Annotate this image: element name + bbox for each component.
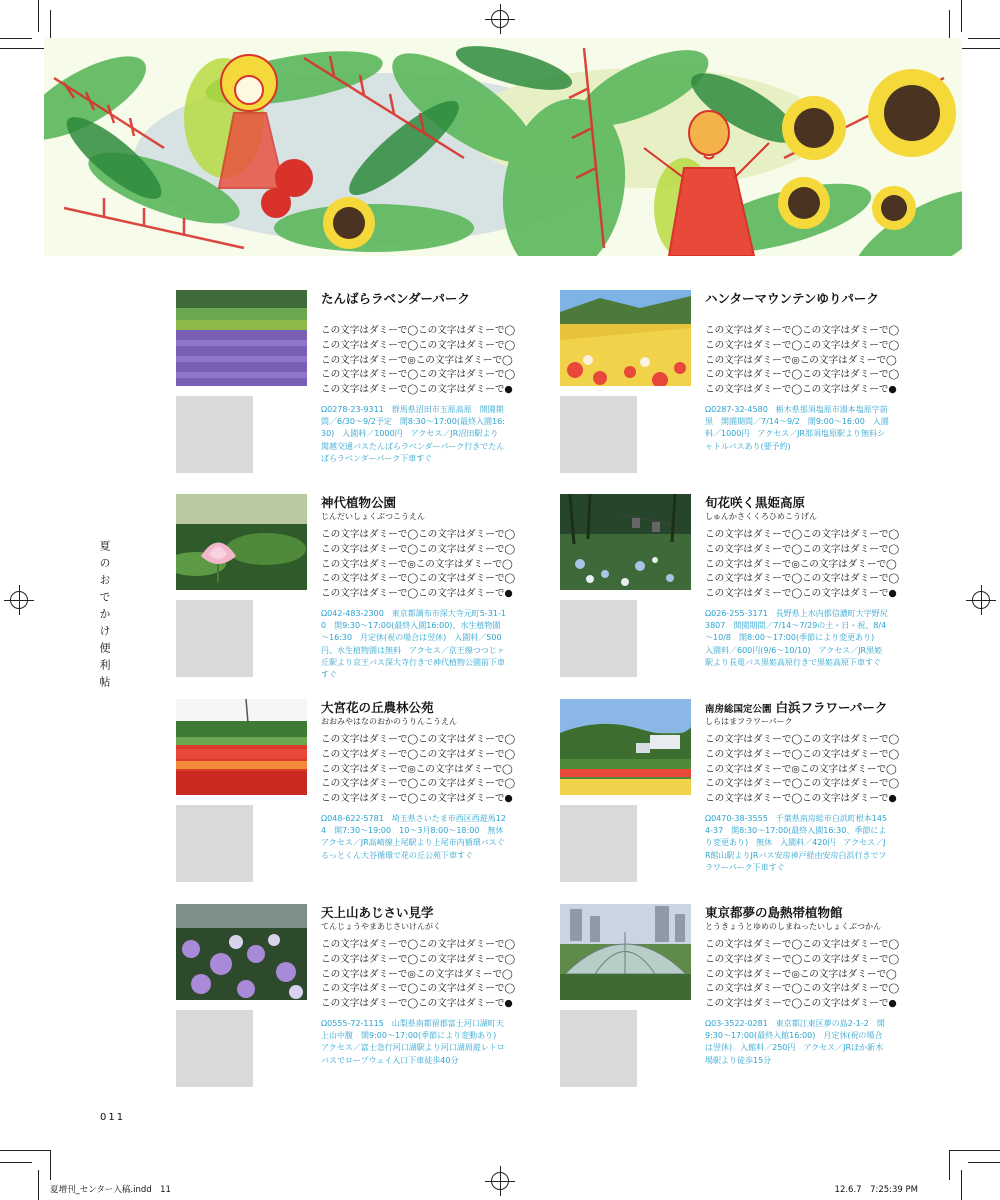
page-number: 011 (100, 1112, 126, 1123)
spot-photo (176, 494, 307, 590)
spot-info: Ω042-483-2300 東京都調布市深大寺元町5-31-10 開9:30～17:00(最終入園16:00)、水生植物園～16:30 月定休(祝の場合は翌休) 入園料／500円、水生植物園は無料 アクセス／京王線つつじヶ丘駅より京王バス深大寺行きで神代植物公園前下車すぐ (321, 609, 506, 680)
dummy-line: この文字はダミーで◯この文字はダミーで◯ (321, 778, 516, 790)
crop-mark (961, 1170, 962, 1200)
spot-photo (560, 904, 691, 1000)
crop-mark (0, 38, 32, 39)
banner-artwork (44, 38, 962, 256)
dummy-line: この文字はダミーで◯この文字はダミーで● (321, 588, 513, 600)
spot-title: 神代植物公園 (321, 495, 397, 510)
registration-mark-top (485, 4, 515, 34)
dummy-line: この文字はダミーで◎この文字はダミーで◯ (705, 763, 897, 775)
crop-mark (38, 0, 39, 32)
image-placeholder (560, 805, 637, 882)
image-placeholder (176, 396, 253, 473)
spot-entry-tambara (176, 290, 516, 485)
dummy-line: この文字はダミーで◯この文字はダミーで◯ (321, 543, 516, 555)
spot-entry-shirahama (560, 699, 900, 894)
dummy-line: この文字はダミーで◯この文字はダミーで● (321, 384, 513, 396)
spot-reading: じんだいしょくぶつこうえん (321, 512, 425, 521)
dummy-line: この文字はダミーで◯この文字はダミーで◯ (705, 543, 900, 555)
spot-reading: てんじょうやまあじさいけんがく (321, 922, 441, 931)
spot-photo (176, 699, 307, 795)
dummy-line: この文字はダミーで◯この文字はダミーで● (705, 588, 897, 600)
dummy-text-block (705, 733, 899, 807)
dummy-text-block (705, 938, 899, 1012)
crop-mark (50, 1150, 51, 1180)
crop-mark (38, 1170, 39, 1200)
image-placeholder (560, 396, 637, 473)
dummy-text-block (321, 324, 515, 398)
spot-title: 旬花咲く黒姫高原 (705, 495, 806, 510)
image-placeholder (560, 600, 637, 677)
dummy-line: この文字はダミーで◯この文字はダミーで◯ (705, 734, 900, 745)
dummy-line: この文字はダミーで◯この文字はダミーで● (321, 998, 513, 1010)
dummy-line: この文字はダミーで◯この文字はダミーで◯ (321, 529, 516, 540)
crop-mark (0, 1150, 50, 1151)
spot-entry-tenjoyama (176, 904, 516, 1099)
dummy-line: この文字はダミーで◯この文字はダミーで◯ (321, 748, 516, 760)
spot-reading: しらはまフラワーパーク (705, 717, 793, 726)
spot-title: たんばらラベンダーパーク (321, 291, 470, 306)
dummy-line: この文字はダミーで◯この文字はダミーで◯ (321, 325, 516, 336)
dummy-line: この文字はダミーで◯この文字はダミーで◯ (705, 573, 900, 585)
dummy-line: この文字はダミーで◯この文字はダミーで◯ (705, 339, 900, 351)
spot-info: Ω0470-38-3555 千葉県南房総市白浜町根本1454-37 開8:30～17:00(最終入園16:30、季節により変更あり) 無休 入園料／420円 アクセス／JR館山駅よりJRバス安房神戸経由安房白浜行きでフラワーパーク下車すぐ (705, 814, 888, 872)
crop-mark (950, 1150, 1000, 1151)
dummy-line: この文字はダミーで◯この文字はダミーで◯ (705, 529, 900, 540)
dummy-line: この文字はダミーで◯この文字はダミーで◯ (705, 939, 900, 950)
dummy-line: この文字はダミーで◯この文字はダミーで◯ (321, 339, 516, 351)
spot-title (705, 698, 887, 716)
spot-reading: しゅんかさくくろひめこうげん (705, 512, 817, 521)
spot-entry-hunter-mountain (560, 290, 900, 485)
dummy-line: この文字はダミーで◎この文字はダミーで◯ (321, 763, 513, 775)
dummy-line: この文字はダミーで◯この文字はダミーで◯ (321, 939, 516, 950)
print-timestamp: 12.6.7 7:25:39 PM (834, 1185, 918, 1195)
dummy-line: この文字はダミーで◯この文字はダミーで◯ (321, 983, 516, 995)
crop-mark (961, 0, 962, 32)
registration-mark-bottom (485, 1166, 515, 1196)
dummy-line: この文字はダミーで◯この文字はダミーで● (705, 384, 897, 396)
spot-info: Ω0278-23-9311 群馬県沼田市玉原高原 開園期間／6/30～9/2予定 開8:30～17:00(最終入園16:30) 入園料／1000円 アクセス／JR沼田駅より関越交通バスたんばらラベンダーパーク行きでたんばらラベンダーパーク下車すぐ (321, 405, 505, 463)
dummy-text-block (321, 733, 515, 807)
dummy-text-block (705, 528, 899, 602)
registration-mark-right (966, 585, 996, 615)
section-caption: 夏のおでかけ便利帖 (98, 540, 111, 693)
spot-title: 東京都夢の島熱帯植物館 (705, 905, 843, 920)
dummy-line: この文字はダミーで◯この文字はダミーで◯ (705, 953, 900, 965)
image-placeholder (560, 1010, 637, 1087)
image-placeholder (176, 805, 253, 882)
dummy-line: この文字はダミーで◯この文字はダミーで◯ (321, 953, 516, 965)
image-placeholder (176, 600, 253, 677)
dummy-line: この文字はダミーで◯この文字はダミーで● (705, 793, 897, 805)
dummy-text-block (321, 528, 515, 602)
spot-reading: とうきょうとゆめのしまねったいしょくぶつかん (705, 922, 881, 931)
crop-mark (968, 1162, 1000, 1163)
dummy-line: この文字はダミーで◯この文字はダミーで● (321, 793, 513, 805)
crop-mark (949, 1150, 950, 1180)
dummy-line: この文字はダミーで◯この文字はダミーで◯ (705, 748, 900, 760)
spot-info: Ω0287-32-4580 栃木県那須塩原市湯本塩原字前黒 開園期間／7/14～9/2 開9:00～16:00 入園料／1000円 アクセス／JR那須塩原駅より無料シャトルバスあり(要予約) (705, 405, 889, 451)
dummy-line: この文字はダミーで◯この文字はダミーで◯ (705, 983, 900, 995)
summer-illustration-banner (44, 38, 962, 256)
spot-info: Ω0555-72-1115 山梨県南都留郡富士河口湖町天上山中腹 開9:00～17:00(季節により変動あり) アクセス／富士急行河口湖駅より河口湖周遊レトロバスでロープウェイ入口下車徒歩40分 (321, 1019, 505, 1065)
dummy-line: この文字はダミーで◎この文字はダミーで◯ (705, 354, 897, 366)
crop-mark (968, 38, 1000, 39)
dummy-line: この文字はダミーで◯この文字はダミーで◯ (321, 734, 516, 745)
spot-title: ハンターマウンテンゆりパーク (705, 291, 879, 306)
crop-mark (0, 1162, 32, 1163)
spot-entry-yumenoshima (560, 904, 900, 1099)
spot-title: 大宮花の丘農林公苑 (321, 700, 434, 715)
dummy-line: この文字はダミーで◎この文字はダミーで◯ (321, 968, 513, 980)
dummy-line: この文字はダミーで◯この文字はダミーで● (705, 998, 897, 1010)
spot-entry-jindai (176, 494, 516, 689)
spot-info: Ω03-3522-0281 東京都江東区夢の島2-1-2 開9:30～17:00(最終入館16:00) 月定休(祝の場合は翌休) 入館料／250円 アクセス／JRほか新木場駅より徒歩15分 (705, 1019, 885, 1065)
dummy-text-block (321, 938, 515, 1012)
spot-photo (176, 904, 307, 1000)
spot-info: Ω048-622-5781 埼玉県さいたま市西区西遊馬124 開7:30～19:00 10～3月8:00～18:00 無休 アクセス／JR高崎線上尾駅より上尾市内循環バスぐるっとくん大谷循環で花の丘公苑下車すぐ (321, 814, 512, 860)
spot-reading: おおみやはなのおかのうりんこうえん (321, 717, 457, 726)
dummy-text-block (705, 324, 899, 398)
spot-info: Ω026-255-3171 長野県上水内郡信濃町大字野尻3807 開園期間／7/14～7/29の土・日・祝、8/4～10/8 開8:00～17:00(季節により変更あり) 入園料／600円(9/6～10/10) アクセス／JR黒姫駅より長電バス黒姫高原行きで黒姫高原下車すぐ (705, 609, 888, 667)
crop-mark (0, 48, 50, 49)
spot-entry-omiya (176, 699, 516, 894)
spot-title-text: 白浜フラワーパーク (775, 700, 888, 715)
spot-photo (560, 699, 691, 795)
dummy-line: この文字はダミーで◎この文字はダミーで◯ (321, 558, 513, 570)
file-slug: 夏増刊_センター入稿.indd 11 (50, 1185, 171, 1195)
spot-photo (560, 290, 691, 386)
spot-title: 天上山あじさい見学 (321, 905, 434, 920)
registration-mark-left (4, 585, 34, 615)
spot-photo (560, 494, 691, 590)
dummy-line: この文字はダミーで◎この文字はダミーで◯ (705, 968, 897, 980)
dummy-line: この文字はダミーで◯この文字はダミーで◯ (705, 325, 900, 336)
spot-photo (176, 290, 307, 386)
dummy-line: この文字はダミーで◯この文字はダミーで◯ (321, 369, 516, 381)
dummy-line: この文字はダミーで◎この文字はダミーで◯ (321, 354, 513, 366)
park-designation: 南房総国定公園 (705, 704, 772, 715)
image-placeholder (176, 1010, 253, 1087)
dummy-line: この文字はダミーで◎この文字はダミーで◯ (705, 558, 897, 570)
dummy-line: この文字はダミーで◯この文字はダミーで◯ (321, 573, 516, 585)
dummy-line: この文字はダミーで◯この文字はダミーで◯ (705, 778, 900, 790)
spot-entry-kurohime (560, 494, 900, 689)
dummy-line: この文字はダミーで◯この文字はダミーで◯ (705, 369, 900, 381)
